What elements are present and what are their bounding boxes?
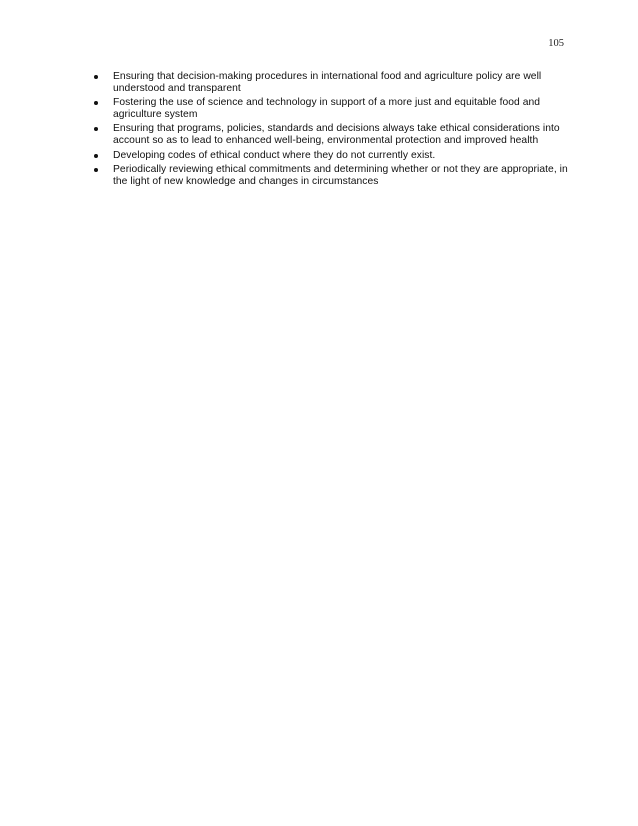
bullet-item [91,97,571,121]
bullet-text: Periodically reviewing ethical commitments and determining whether or not they are appropriate, in the light of new knowledge and changes in circumstances [113,163,568,187]
bullet-list [91,71,571,190]
bullet-item [91,71,571,95]
bullet-dot-icon [94,75,98,79]
bullet-dot-icon [94,101,98,105]
bullet-dot-icon [94,168,98,172]
bullet-text: Fostering the use of science and technology in support of a more just and equitable food and agriculture system [113,97,541,121]
page-number: 105 [548,38,564,49]
bullet-item [91,164,571,188]
bullet-text: Ensuring that decision-making procedures in international food and agriculture policy are well understood and transparent [113,71,542,95]
bullet-dot-icon [94,154,98,158]
bullet-item [91,150,571,162]
bullet-text: Ensuring that programs, policies, standards and decisions always take ethical considerations into account so as to lead to enhanced well-being, environmental protection and improved health [113,123,560,147]
bullet-item [91,123,571,147]
bullet-dot-icon [94,127,98,131]
bullet-text: Developing codes of ethical conduct where they do not currently exist. [113,149,436,161]
